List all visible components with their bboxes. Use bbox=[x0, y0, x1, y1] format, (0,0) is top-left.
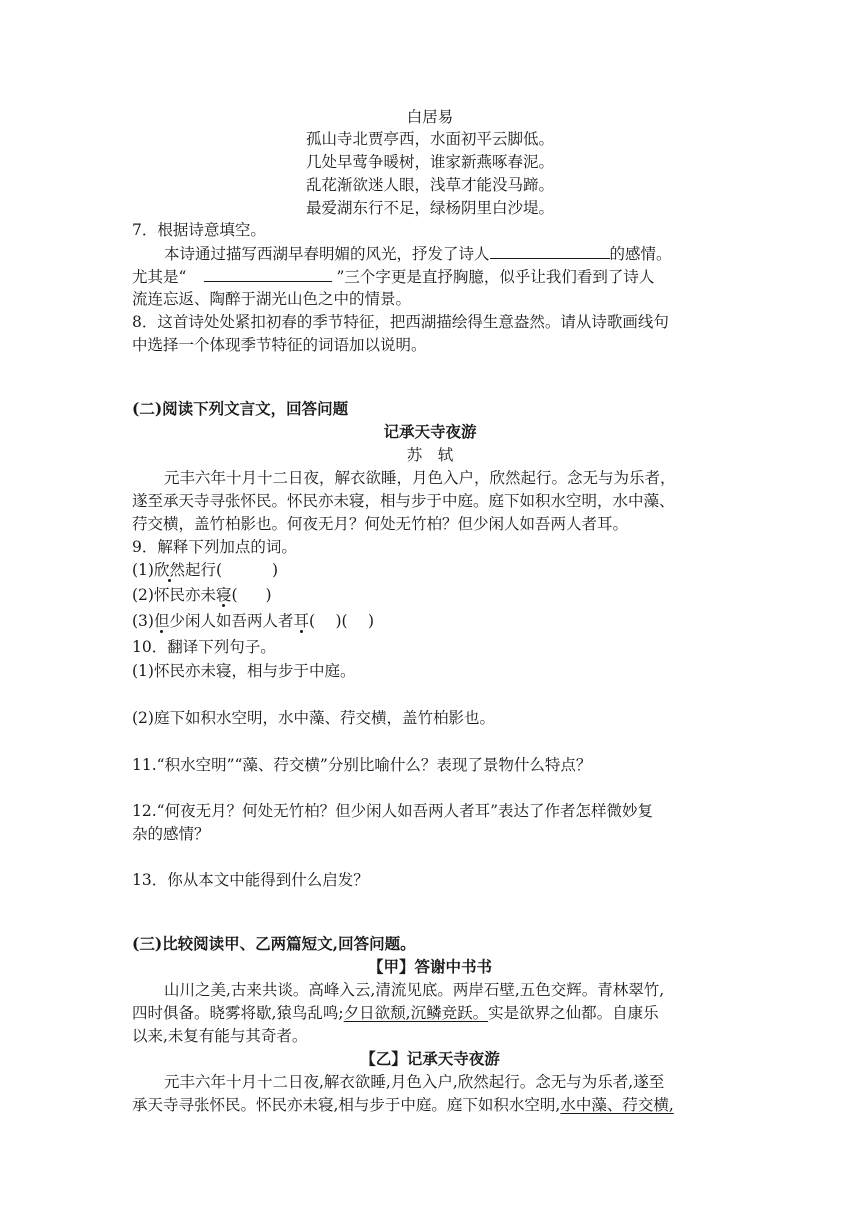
section-2-title: 记承天寺夜游 bbox=[383, 422, 477, 441]
underlined-sentence: 水中藻、荇交横, bbox=[560, 1096, 674, 1114]
question-9-title: 9．解释下列加点的词。 bbox=[132, 538, 297, 556]
question-7-text: 的感情。 bbox=[609, 245, 672, 263]
passage-line-2: 遂至承天寺寻张怀民。怀民亦未寝，相与步于中庭。庭下如积水空明，水中藻、 bbox=[132, 492, 675, 510]
item-text: 少闲人如吾两人者 bbox=[169, 612, 294, 630]
item-number: (3) bbox=[132, 612, 154, 630]
answer-blank[interactable] bbox=[490, 242, 610, 259]
question-8-line-2: 中选择一个体现季节特征的词语加以说明。 bbox=[132, 336, 427, 354]
question-7-line-2 bbox=[132, 265, 654, 288]
question-10-title: 10．翻译下列句子。 bbox=[132, 638, 276, 656]
poem-line-1: 孤山寺北贾亭西，水面初平云脚低。 bbox=[305, 130, 554, 148]
poem-line-3: 乱花渐欲迷人眼，浅草才能没马蹄。 bbox=[305, 176, 554, 194]
item-text: ) bbox=[265, 586, 272, 604]
jia-text: 实是欲界之仙都。自康乐 bbox=[488, 1004, 659, 1022]
jia-text: 四时俱备。晓雾将歇,猿鸟乱鸣; bbox=[132, 1004, 344, 1022]
passage-line-1: 元丰六年十月十二日夜，解衣欲睡，月色入户，欣然起行。念无与为乐者， bbox=[164, 469, 676, 487]
dotted-word: 欣然 bbox=[153, 561, 185, 579]
jia-line-3: 以来,未复有能与其奇者。 bbox=[132, 1027, 308, 1045]
item-text: ) bbox=[272, 561, 279, 579]
passage-line-3: 荇交横，盖竹柏影也。何夜无月？何处无竹柏？但少闲人如吾两人者耳。 bbox=[132, 515, 629, 533]
yi-text: 承天寺寻张怀民。怀民亦未寝,相与步于中庭。庭下如积水空明, bbox=[132, 1096, 561, 1114]
question-7-text: ”三个字更是直抒胸臆，似乎让我们看到了诗人 bbox=[336, 268, 655, 286]
passage-jia-title: 【甲】答谢中书书 bbox=[367, 957, 492, 976]
dotted-word: 但 bbox=[153, 612, 170, 630]
dotted-word: 寝 bbox=[215, 586, 232, 604]
question-9-item-3 bbox=[132, 610, 374, 632]
item-number: (1) bbox=[132, 561, 154, 579]
yi-line-1: 元丰六年十月十二日夜,解衣欲睡,月色入户,欣然起行。念无与为乐者,遂至 bbox=[164, 1073, 665, 1091]
poem-author: 白居易 bbox=[406, 108, 454, 126]
answer-blanks[interactable]: ( )( ) bbox=[309, 612, 375, 630]
jia-line-2 bbox=[132, 1002, 659, 1024]
question-7-text: 尤其是“ bbox=[132, 268, 187, 286]
dotted-word: 耳 bbox=[293, 612, 310, 630]
question-13: 13．你从本文中能得到什么启发？ bbox=[132, 871, 369, 889]
question-7-line-3: 流连忘返、陶醉于湖光山色之中的情景。 bbox=[132, 290, 412, 308]
question-10-sentence-2: (2)庭下如积水空明，水中藻、荇交横，盖竹柏影也。 bbox=[132, 709, 495, 727]
answer-blank[interactable] bbox=[204, 265, 332, 282]
question-9-item-1 bbox=[132, 559, 278, 581]
question-7-text: 本诗通过描写西湖早春明媚的风光，抒发了诗人 bbox=[164, 245, 490, 263]
item-text: ( bbox=[231, 586, 238, 604]
question-12-line-2: 杂的感情？ bbox=[132, 825, 210, 843]
question-10-sentence-1: (1)怀民亦未寝，相与步于中庭。 bbox=[132, 662, 356, 680]
underlined-sentence: 夕日欲颓,沉鳞竞跃。 bbox=[343, 1004, 489, 1022]
question-11: 11.“积水空明”“藻、荇交横”分别比喻什么？表现了景物什么特点？ bbox=[132, 756, 592, 774]
item-text: (2)怀民亦未 bbox=[132, 586, 216, 604]
item-text: 起行( bbox=[184, 561, 223, 579]
question-8-line-1: 8．这首诗处处紧扣初春的季节特征，把西湖描绘得生意盎然。请从诗歌画线句 bbox=[132, 313, 669, 331]
passage-yi-title: 【乙】记承天寺夜游 bbox=[360, 1049, 500, 1068]
question-12-line-1: 12.“何夜无月？何处无竹柏？但少闲人如吾两人者耳”表达了作者怎样微妙复 bbox=[132, 802, 654, 820]
section-2-heading: (二)阅读下列文言文，回答问题 bbox=[132, 399, 349, 418]
question-7-title: 7．根据诗意填空。 bbox=[132, 221, 266, 239]
section-2-author: 苏 轼 bbox=[406, 446, 454, 464]
poem-line-4: 最爱湖东行不足，绿杨阴里白沙堤。 bbox=[305, 199, 554, 217]
question-9-item-2 bbox=[132, 584, 272, 606]
section-3-heading: (三)比较阅读甲、乙两篇短文,回答问题。 bbox=[132, 934, 416, 953]
jia-line-1: 山川之美,古来共谈。高峰入云,清流见底。两岸石壁,五色交辉。青林翠竹, bbox=[164, 981, 665, 999]
poem-line-2: 几处早莺争暖树，谁家新燕啄春泥。 bbox=[305, 153, 554, 171]
yi-line-2 bbox=[132, 1094, 674, 1116]
question-7-line-1 bbox=[164, 242, 672, 265]
